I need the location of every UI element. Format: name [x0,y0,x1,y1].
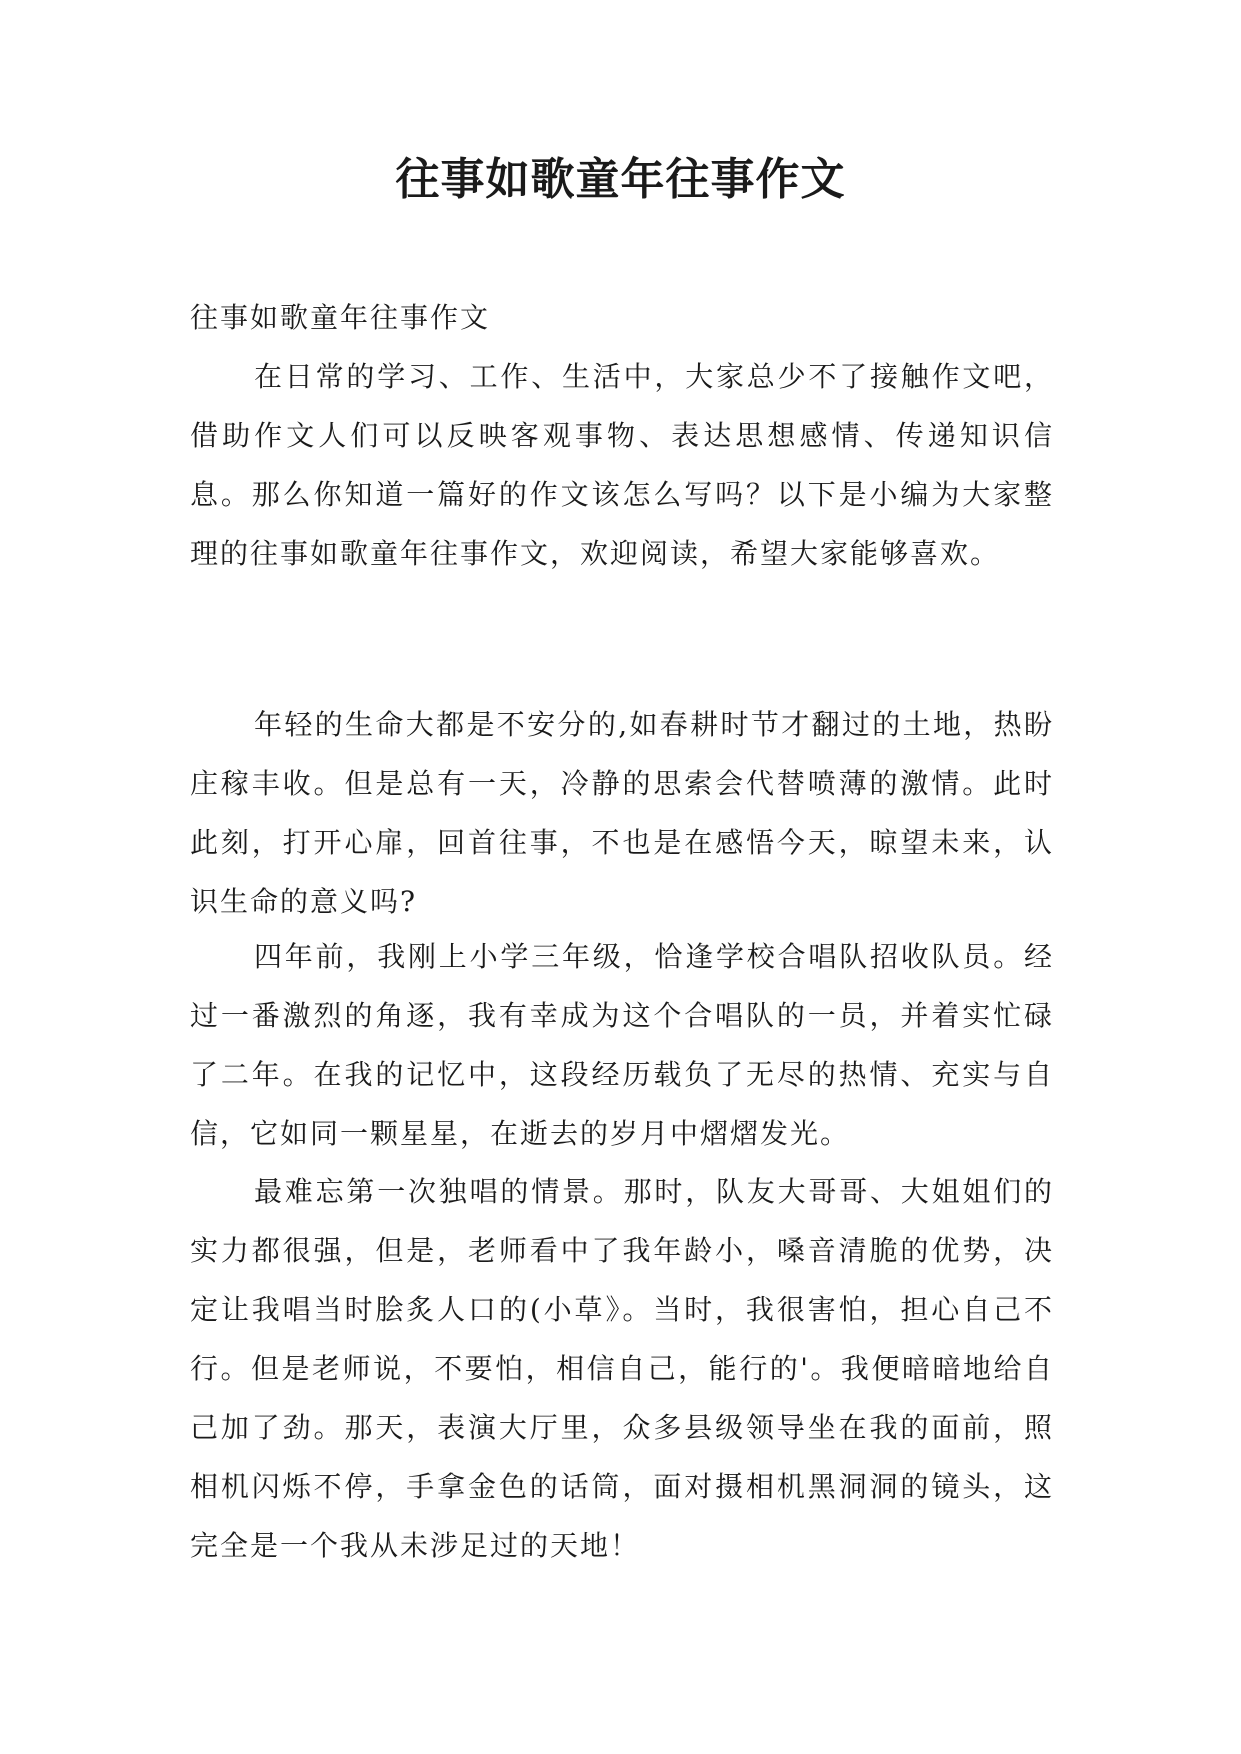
document-subtitle: 往事如歌童年往事作文 [190,301,491,334]
paragraph-youth-reflection: 年轻的生命大都是不安分的,如春耕时节才翻过的土地，热盼庄稼丰收。但是总有一天，冷静的思索会代替喷薄的激情。此时此刻，打开心扉，回首往事，不也是在感悟今天，晾望未来，认识生命的意义吗? [190,708,1054,918]
paragraph-intro: 在日常的学习、工作、生活中，大家总少不了接触作文吧，借助作文人们可以反映客观事物、表达思想感情、传递知识信息。那么你知道一篇好的作文该怎么写吗？以下是小编为大家整理的往事如歌童年往事作文，欢迎阅读，希望大家能够喜欢。 [190,360,1054,570]
document-title: 往事如歌童年往事作文 [395,154,846,205]
paragraph-first-solo: 最难忘第一次独唱的情景。那时，队友大哥哥、大姐姐们的实力都很强，但是，老师看中了我年龄小，嗓音清脆的优势，决定让我唱当时脍炙人口的(小草》。当时，我很害怕，担心自己不行。但是老师说，不要怕，相信自己，能行的'。我便暗暗地给自己加了劲。那天，表演大厅里，众多县级领导坐在我的面前，照相机闪烁不停，手拿金色的话筒，面对摄相机黑洞洞的镜头，这完全是一个我从未涉足过的天地！ [190,1175,1054,1562]
paragraph-choir-memory: 四年前，我刚上小学三年级，恰逢学校合唱队招收队员。经过一番激烈的角逐，我有幸成为这个合唱队的一员，并着实忙碌了二年。在我的记忆中，这段经历载负了无尽的热情、充实与自信，它如同一颗星星，在逝去的岁月中熠熠发光。 [190,940,1054,1150]
